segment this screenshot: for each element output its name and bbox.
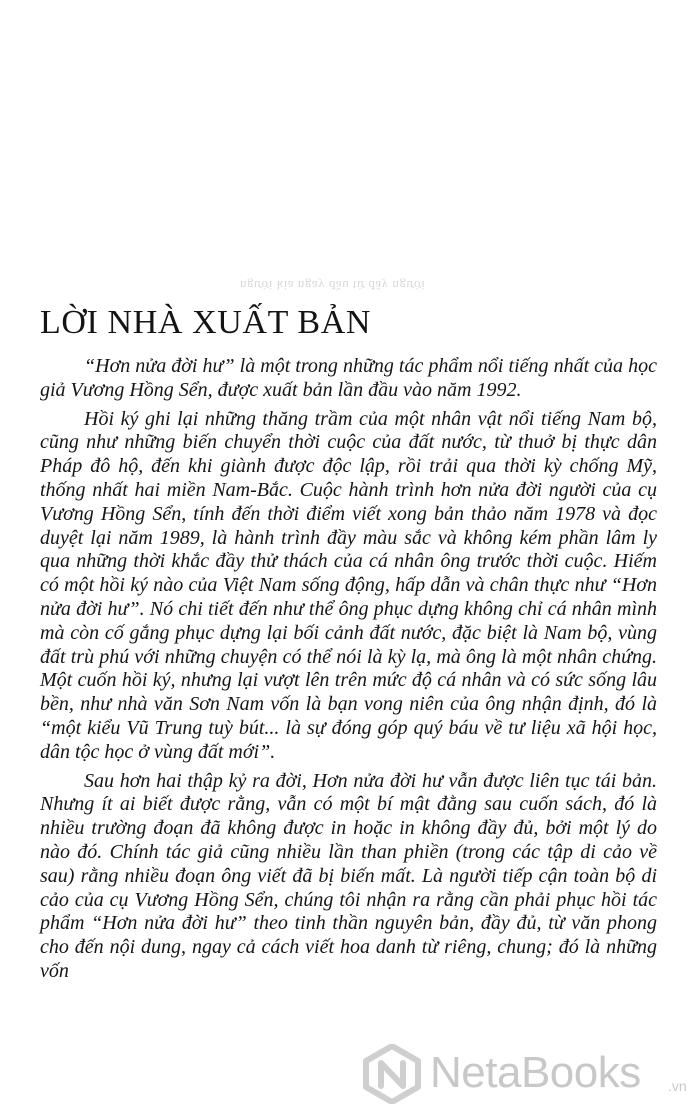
page-title: LỜI NHÀ XUẤT BẢN [40, 304, 372, 341]
netabooks-logo-icon [362, 1044, 422, 1104]
paragraph-3: Sau hơn hai thập kỷ ra đời, Hơn nửa đời hư vẫn được liên tục tái bản. Nhưng ít ai biết được rằng, vẫn có một bí mật đằng sau cuốn sách, đó là nhiều trường đoạn đã không được in hoặc in không đầy đủ, bởi một lý do nào đó. Chính tác giả cũng nhiều lần than phiền (trong các tập di cảo về sau) rằng nhiều đoạn ông viết đã bị biến mất. Là người tiếp cận toàn bộ di cảo của cụ Vương Hồng Sển, chúng tôi nhận ra rằng cần phải phục hồi tác phẩm “Hơn nửa đời hư” theo tinh thần nguyên bản, đầy đủ, từ văn phong cho đến nội dung, ngay cả cách viết hoa danh từ riêng, chung; đó là những vốn [40, 769, 657, 982]
paragraph-2: Hồi ký ghi lại những thăng trầm của một nhân vật nổi tiếng Nam bộ, cũng như những biến chuyển thời cuộc của đất nước, từ thuở bị thực dân Pháp đô hộ, đến khi giành được độc lập, rồi trải qua thời kỳ chống Mỹ, thống nhất hai miền Nam-Bắc. Cuộc hành trình hơn nửa đời người của cụ Vương Hồng Sển, tính đến thời điểm viết xong bản thảo năm 1978 và đọc duyệt lại năm 1989, là hành trình đầy màu sắc và không kém phần lâm ly qua những thời khắc đầy thử thách của cá nhân ông trước thời cuộc. Hiếm có một hồi ký nào của Việt Nam sống động, hấp dẫn và chân thực như “Hơn nửa đời hư”. Nó chi tiết đến như thể ông phục dựng không chỉ cá nhân mình mà còn cố gắng phục dựng lại bối cảnh đất nước, đặc biệt là Nam bộ, vùng đất trù phú với những chuyện có thể nói là kỳ lạ, mà ông là một nhân chứng. Một cuốn hồi ký, nhưng lại vượt lên trên mức độ cá nhân và có sức sống lâu bền, như nhà văn Sơn Nam vốn là bạn vong niên của ông nhận định, đó là “một kiểu Vũ Trung tuỳ bút... là sự đóng góp quý báu về tư liệu xã hội học, dân tộc học ở vùng đất mới”. [40, 407, 657, 763]
bleed-through-text: người kia ngay đầu từ đây người [240, 278, 426, 293]
watermark-tld: .vn [668, 1078, 687, 1094]
paragraph-1: “Hơn nửa đời hư” là một trong những tác phẩm nổi tiếng nhất của học giả Vương Hồng Sển, được xuất bản lần đầu vào năm 1992. [40, 355, 657, 401]
watermark-brand: NetaBooks [430, 1048, 641, 1097]
body-text [40, 355, 657, 989]
netabooks-watermark [362, 1038, 700, 1108]
